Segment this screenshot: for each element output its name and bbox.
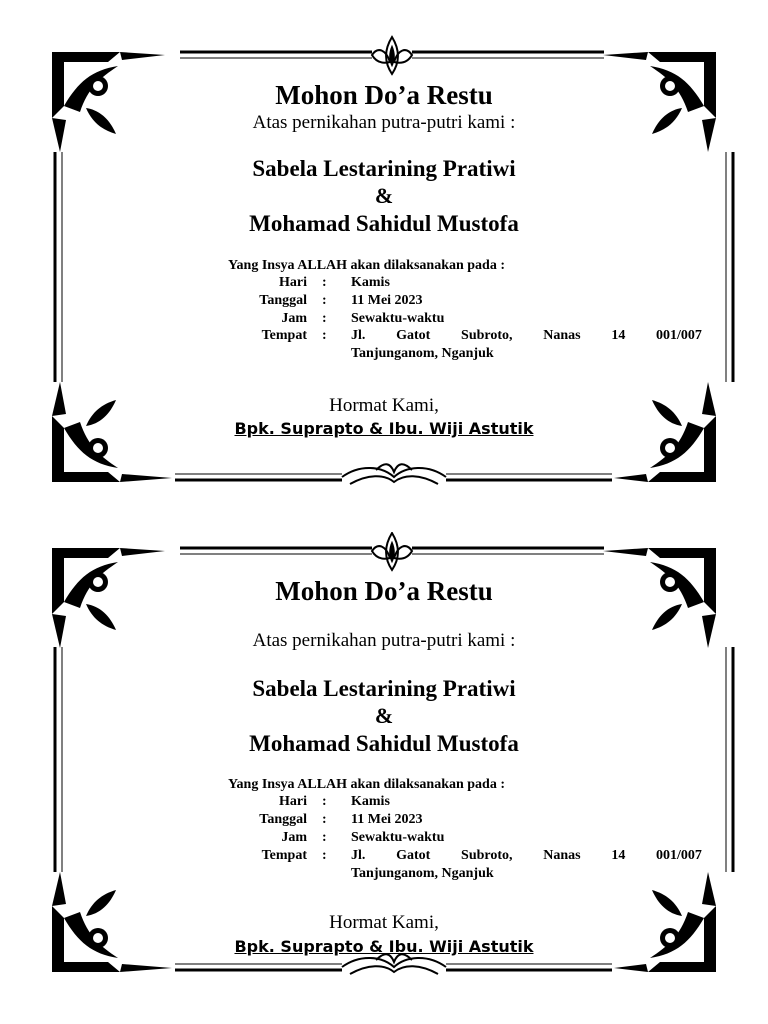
detail-colon: : bbox=[322, 830, 327, 845]
address-word: Subroto, bbox=[461, 328, 513, 343]
detail-label: Jam bbox=[281, 830, 307, 845]
detail-label: Jam bbox=[281, 311, 307, 326]
groom-name: Mohamad Sahidul Mustofa bbox=[249, 731, 519, 756]
address-word: Gatot bbox=[396, 848, 431, 863]
card-intro: Atas pernikahan putra-putri kami : bbox=[252, 630, 516, 651]
invitation-card-2 bbox=[0, 532, 768, 1002]
address-word: 14 bbox=[611, 328, 626, 343]
detail-value-address-line2: Tanjunganom, Nganjuk bbox=[351, 346, 494, 361]
bride-name: Sabela Lestarining Pratiwi bbox=[252, 156, 516, 181]
detail-label: Tempat bbox=[261, 328, 307, 343]
invitation-card-1 bbox=[0, 22, 768, 492]
detail-label: Hari bbox=[279, 794, 307, 809]
detail-colon: : bbox=[322, 328, 327, 343]
address-word: Gatot bbox=[396, 328, 431, 343]
event-lead: Yang Insya ALLAH akan dilaksanakan pada : bbox=[228, 777, 506, 792]
detail-colon: : bbox=[322, 293, 327, 308]
address-word: 14 bbox=[611, 848, 626, 863]
detail-value: Kamis bbox=[351, 794, 390, 809]
address-word: Nanas bbox=[543, 848, 581, 863]
signature: Bpk. Suprapto & Ibu. Wiji Astutik bbox=[234, 419, 534, 438]
groom-name: Mohamad Sahidul Mustofa bbox=[249, 211, 519, 236]
event-lead: Yang Insya ALLAH akan dilaksanakan pada : bbox=[228, 258, 506, 273]
address-word: Nanas bbox=[543, 328, 581, 343]
detail-colon: : bbox=[322, 794, 327, 809]
card-title: Mohon Do’a Restu bbox=[275, 576, 493, 606]
ampersand: & bbox=[374, 703, 394, 728]
detail-label: Tanggal bbox=[259, 812, 307, 827]
closing-text: Hormat Kami, bbox=[329, 912, 439, 933]
address-word: Jl. bbox=[351, 848, 366, 863]
detail-value: 11 Mei 2023 bbox=[351, 812, 423, 827]
detail-colon: : bbox=[322, 311, 327, 326]
detail-label: Hari bbox=[279, 275, 307, 290]
detail-colon: : bbox=[322, 848, 327, 863]
detail-value: 11 Mei 2023 bbox=[351, 293, 423, 308]
address-word: Jl. bbox=[351, 328, 366, 343]
detail-colon: : bbox=[322, 275, 327, 290]
address-word: 001/007 bbox=[656, 328, 702, 343]
detail-label: Tanggal bbox=[259, 293, 307, 308]
ampersand: & bbox=[374, 183, 394, 208]
closing-text: Hormat Kami, bbox=[329, 395, 439, 416]
signature: Bpk. Suprapto & Ibu. Wiji Astutik bbox=[234, 937, 534, 956]
detail-colon: : bbox=[322, 812, 327, 827]
detail-label: Tempat bbox=[261, 848, 307, 863]
card-title: Mohon Do’a Restu bbox=[275, 80, 493, 110]
address-word: Subroto, bbox=[461, 848, 513, 863]
detail-value: Kamis bbox=[351, 275, 390, 290]
detail-value: Sewaktu-waktu bbox=[351, 311, 445, 326]
detail-value-address-line2: Tanjunganom, Nganjuk bbox=[351, 866, 494, 881]
address-word: 001/007 bbox=[656, 848, 702, 863]
detail-value-address bbox=[351, 328, 702, 344]
detail-value: Sewaktu-waktu bbox=[351, 830, 445, 845]
card-intro: Atas pernikahan putra-putri kami : bbox=[252, 112, 516, 133]
detail-value-address bbox=[351, 848, 702, 864]
bride-name: Sabela Lestarining Pratiwi bbox=[252, 676, 516, 701]
